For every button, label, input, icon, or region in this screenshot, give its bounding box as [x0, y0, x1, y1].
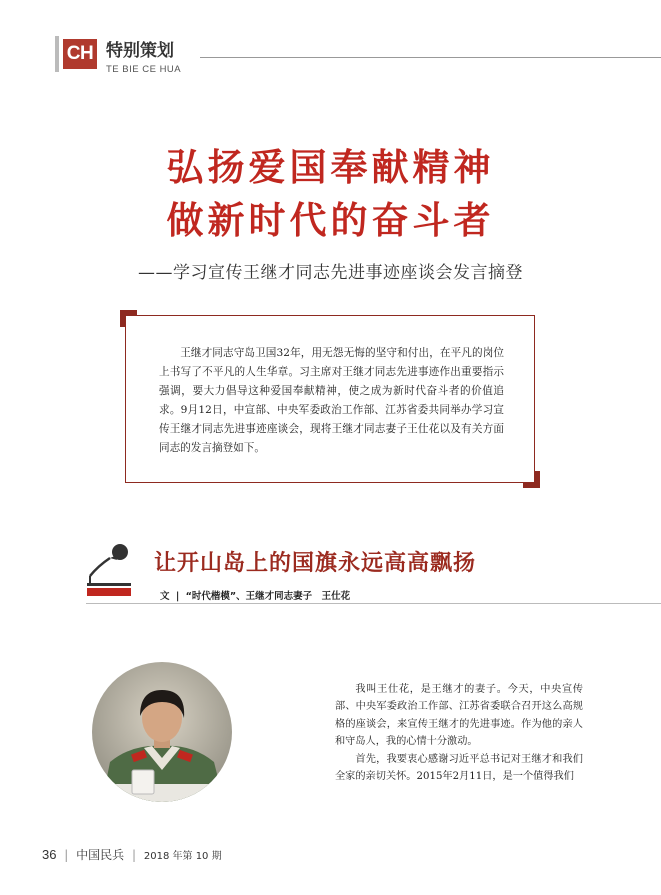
- article-body: [335, 681, 583, 785]
- main-title-line-1: 弘扬爱国奉献精神: [166, 145, 495, 189]
- issue-label: 2018 年第 10 期: [143, 851, 222, 862]
- page-footer: 36 | 中国民兵 | 2018 年第 10 期: [42, 847, 222, 862]
- byline-prefix: 文: [160, 591, 170, 602]
- byline: 文 | “时代楷模”、王继才同志妻子 王仕花: [160, 591, 351, 602]
- author-portrait-photo: [92, 662, 232, 802]
- corner-bracket-top-left: [120, 310, 137, 327]
- header-divider: [200, 57, 661, 58]
- speech-title: 让开山岛上的国旗永远高高飘扬: [154, 550, 477, 576]
- section-subtitle: TE BIE CE HUA: [106, 64, 182, 75]
- intro-text: 王继才同志守岛卫国32年，用无怨无悔的坚守和付出，在平凡的岗位上书写了不平凡的人生华章。习主席对王继才同志先进事迹作出重要指示强调，要大力倡导这种爱国奉献精神，使之成为新时代奋斗者的价值追求。9月12日，中宣部、中央军委政治工作部、江苏省委共同举办学习宣传王继才同志先进事迹座谈会，现将王继才同志妻子王仕花以及有关方面同志的发言摘登如下。: [159, 347, 504, 454]
- magazine-name: 中国民兵: [76, 848, 125, 862]
- microphone-podium-icon: [84, 540, 134, 596]
- header-accent-bar: [55, 36, 59, 72]
- main-title-line-2: 做新时代的奋斗者: [166, 198, 495, 242]
- main-subtitle: ——学习宣传王继才同志先进事迹座谈会发言摘登: [138, 263, 523, 283]
- byline-author: “时代楷模”、王继才同志妻子 王仕花: [185, 591, 351, 602]
- page-number: 36: [42, 847, 57, 862]
- section-badge: CH: [63, 39, 97, 69]
- byline-divider: [86, 603, 661, 604]
- body-paragraph: 我叫王仕花，是王继才的妻子。今天，中央宣传部、中央军委政治工作部、江苏省委联合召开这么高规格的座谈会，来宣传王继才的先进事迹。作为他的亲人和守岛人，我的心情十分激动。: [335, 684, 583, 748]
- body-paragraph: 首先，我要衷心感谢习近平总书记对王继才和我们全家的亲切关怀。2015年2月11日，是一个值得我们: [335, 753, 583, 783]
- section-title: 特别策划: [106, 41, 174, 61]
- corner-bracket-bottom-right: [523, 471, 540, 488]
- intro-box: [125, 315, 535, 483]
